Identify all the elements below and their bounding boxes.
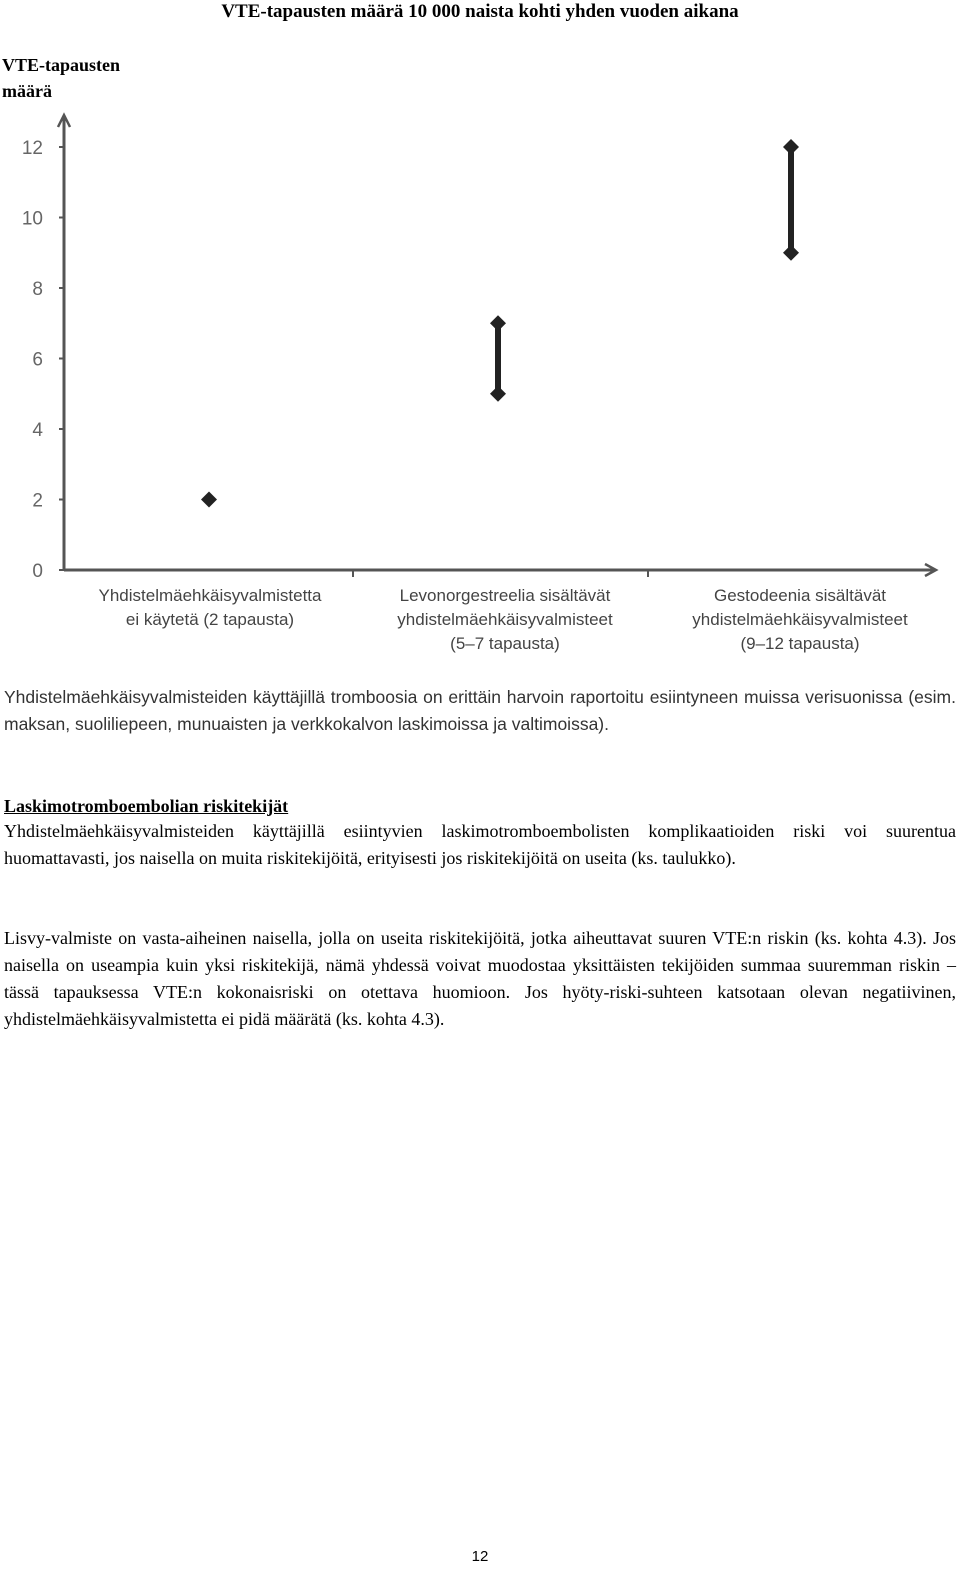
category-label-line: (5–7 tapausta) (450, 634, 560, 653)
y-tick-label: 6 (32, 349, 43, 371)
range-low-marker (490, 386, 506, 402)
chart-title: VTE-tapausten määrä 10 000 naista kohti yhden vuoden aikana (221, 1, 739, 22)
y-axis-label-text: VTE-tapausten määrä (2, 55, 121, 101)
paragraph-risk-factors: Yhdistelmäehkäisyvalmisteiden käyttäjillä esiintyvien laskimotromboembolisten komplikaatioiden riski voi suurentua huomattavasti, jos naisella on muita riskitekijöitä, erityisesti jos riskitekijöitä on useita (ks. taulukko). (4, 821, 956, 868)
paragraph-other-thrombosis: Yhdistelmäehkäisyvalmisteiden käyttäjillä tromboosia on erittäin harvoin raportoitu esiintyneen muissa verisuonissa (esim. maksan, suoliliepeen, munuaisten ja verkkokalvon laskimoissa ja valtimoissa). (4, 687, 956, 734)
range-high-marker (490, 315, 506, 331)
category-label-line: Levonorgestreelia sisältävät (399, 586, 611, 605)
category-label-gestodene (650, 584, 950, 656)
category-label-levonorgestrel (355, 584, 655, 656)
category-label-line: ei käytetä (2 tapausta) (125, 610, 295, 629)
range-high-marker (783, 139, 799, 155)
range-low-marker (783, 245, 799, 261)
section-heading: Laskimotromboembolian riskitekijät (4, 796, 289, 816)
vte-range-chart (0, 105, 960, 585)
y-tick-label: 4 (32, 420, 43, 441)
y-tick-label: 0 (32, 561, 43, 582)
page-number: 12 (471, 1548, 489, 1565)
category-label-line: (9–12 tapausta) (740, 634, 860, 653)
point-marker (201, 492, 217, 508)
paragraph-contraindication: Lisvy-valmiste on vasta-aiheinen naisella, jolla on useita riskitekijöitä, jotka aiheuttavat suuren VTE:n riskin (ks. kohta 4.3). Jos naisella on useampia kuin yksi riskitekijä, nämä yhdessä voivat muodostaa yksittäisten tekijöiden summaa suuremman riskin – tässä tapauksessa VTE:n kokonaisriski on otettava huomioon. Jos hyöty-riski-suhteen katsotaan olevan negatiivinen, yhdistelmäehkäisyvalmistetta ei pidä määrätä (ks. kohta 4.3). (4, 928, 956, 1029)
category-label-line: yhdistelmäehkäisyvalmisteet (692, 610, 908, 629)
category-label-none (60, 584, 360, 632)
y-tick-label: 2 (32, 490, 43, 512)
y-axis-label (2, 52, 152, 104)
category-label-line: Gestodeenia sisältävät (714, 586, 886, 605)
y-tick-label: 12 (21, 138, 43, 159)
y-tick-label: 10 (21, 208, 43, 230)
category-label-line: yhdistelmäehkäisyvalmisteet (397, 610, 613, 629)
y-tick-label: 8 (32, 279, 43, 300)
category-label-line: Yhdistelmäehkäisyvalmistetta (98, 586, 322, 605)
